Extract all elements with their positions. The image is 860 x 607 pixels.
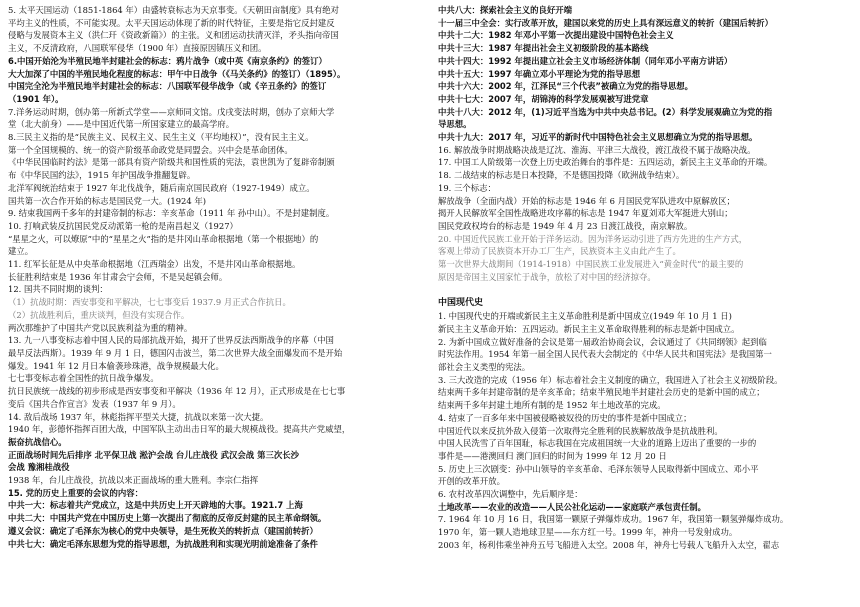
- right-text-line: 新民主主义革命开始：五四运动。新民主主义革命取得胜利的标志是新中国成立。: [438, 323, 740, 334]
- right-text-line: 开创的改革开放。: [438, 476, 505, 487]
- left-text-line: 大大加深了中国的半殖民地化程度的标志：甲午中日战争（《马关条约》的签订）（1895）。: [8, 68, 346, 79]
- right-text-line: 3. 三大改造的完成（1956 年）标志着社会主义制度的确立，我国进入了社会主义初级阶段。: [438, 374, 783, 385]
- right-text-line: 20. 中国近代民族工业开始于洋务运动。因为洋务运动引进了西方先进的生产方式，: [438, 233, 748, 244]
- left-text-line: 14. 敌后战场 1937 年，林彪指挥平型关大捷，抗战以来第一次大捷。: [8, 411, 269, 422]
- left-text-line: 两次那维护了中国共产党以民族利益为重的精神。: [8, 322, 193, 333]
- left-text-line: 正面战场时间先后排序 北平保卫战 淞沪会战 台儿庄战役 武汉会战 第三次长沙: [8, 449, 299, 460]
- right-text-line: 第一次世界大战期间（1914-1918）中国民族工业发展进入“黄金时代”的最主要的: [438, 259, 744, 270]
- left-text-line: 10. 打响武装反抗国民党反动派第一枪的是南昌起义（1927）: [8, 220, 238, 231]
- right-text-line: 中共十三大：1987 年提出社会主义初级阶段的基本路线: [438, 43, 649, 54]
- left-text-line: 布《中华民国约法》，1915 年护国战争推翻复辟。: [8, 170, 196, 181]
- right-column: [438, 4, 854, 552]
- right-text-line: 中共十八大：2012 年，(1)习近平当选为中共中央总书记。(2）科学发展观确立为党的指: [438, 106, 773, 117]
- left-text-line: 11. 红军长征是从中央革命根据地（江西瑞金）出发，不是井冈山革命根据地。: [8, 259, 301, 270]
- left-text-line: 9. 结束我国两千多年的封建帝制的标志：辛亥革命（1911 年 孙中山）。不是封建制度。: [8, 208, 335, 219]
- left-text-line: 13. 九一八事变标志着中国人民的局部抗战开始，揭开了世界反法西斯战争的序幕（中国: [8, 335, 334, 346]
- right-text-line: 1. 中国现代史的开端或新民主主义革命胜利是新中国成立(1949 年 10 月 1 日): [438, 311, 732, 322]
- left-text-line: 平均主义的性质，不可能实现。太平天国运动体现了新的时代特征，主要是指它反封建反: [8, 17, 335, 28]
- left-text-line: 《中华民国临时约法》是第一部具有资产阶级共和国性质的宪法，袁世凯为了复辟帝制颁: [8, 157, 335, 168]
- left-text-line: 主义，不反清政府，八国联军侵华（1900 年）直接原因镇压义和团。: [8, 43, 267, 54]
- left-text-line: 5. 太平天国运动（1851-1864 年）由盛转衰标志为天京事变。《天朝田亩制度》具有绝对: [8, 5, 339, 15]
- left-text-line: （2）抗战胜利后，重庆谈判，但没有实现合作。: [8, 309, 190, 320]
- right-text-line: 中国近代以来反抗外敌入侵第一次取得完全胜利的民族解放战争是抗战胜利。: [438, 425, 723, 436]
- right-text-line: 2. 为新中国成立做好准备的会议是第一届政治协商会议，会议通过了《共同纲领》起到临: [438, 336, 767, 347]
- right-text-line: 7. 1964 年 10 月 16 日，我国第一颗原子弹爆炸成功。1967 年，我国第一颗氢弹爆炸成功。: [438, 514, 789, 525]
- right-text-line: 土地改革——农业的改造——人民公社化运动——家庭联产承包责任制。: [438, 501, 706, 512]
- left-text-line: 中共一大：标志着共产党成立，这是中共历史上开天辟地的大事。1921.7 上海: [8, 500, 303, 511]
- right-text-line: 中共八大：探索社会主义的良好开端: [438, 5, 572, 15]
- left-text-line: 中共二大：中国共产党在中国历史上第一次提出了彻底的反帝反封建的民主革命纲领。: [8, 513, 327, 524]
- left-text-line: 1940 年，彭德怀指挥百团大战，中国军队主动出击日军的最大规模战役。提高共产党威望，: [8, 424, 351, 435]
- right-text-line: 中共十四大：1992 年提出建立社会主义市场经济体制（同年邓小平南方讲话）: [438, 55, 733, 66]
- right-text-line: 十一届三中全会：实行改革开放，建国以来党的历史上具有深远意义的转折（建国后转折）: [438, 17, 773, 28]
- right-text-line: 中共十六大：2002 年，江泽民“三个代表”被确立为党的指导思想。: [438, 81, 693, 92]
- right-text-line: 中共十二大：1982 年邓小平第一次提出建设中国特色社会主义: [438, 30, 674, 41]
- right-text-line: 时宪法作用。1954 年第一届全国人民代表大会制定的《中华人民共和国宪法》是我国第一: [438, 349, 772, 360]
- right-text-line: 5. 历史上三次剧变：孙中山领导的辛亥革命、毛泽东领导人民取得新中国成立、邓小平: [438, 463, 759, 474]
- left-text-line: 15. 党的历史上重要的会议的内容：: [8, 487, 144, 498]
- right-text-line: 结束两千多年封建土地所有制的是 1952 年土地改革的完成。: [438, 400, 666, 411]
- right-text-line: 中共十七大：2007 年，胡锦涛的科学发展观被写进党章: [438, 93, 649, 104]
- right-text-line: 19. 三个标志：: [438, 182, 496, 193]
- right-text-line: 16. 解放战争时期战略决战是辽沈、淮海、平津三大战役，渡江战役不属于战略决战。: [438, 144, 756, 155]
- right-text-line: 1970 年，第一颗人造地球卫星——东方红一号。1999 年，神舟一号发射成功。: [438, 527, 738, 538]
- right-text-line: 6. 农村改革四次调整中，先后顺序是：: [438, 489, 583, 500]
- right-text-line: 原因是帝国主义国家忙于战争，放松了对中国的经济掠夺。: [438, 271, 656, 282]
- left-column: [8, 4, 420, 550]
- right-text-line: 国民党政权垮台的标志是 1949 年 4 月 23 日渡江战役，南京解放。: [438, 220, 693, 231]
- right-text-line: 4. 结束了一百多年来中国被侵略被奴役的历史的事件是新中国成立；: [438, 412, 692, 423]
- left-text-line: 北洋军阀统治结束于 1927 年北伐战争，随后南京国民政府（1927-1949）成立。: [8, 182, 315, 193]
- left-text-line: 遵义会议：确定了毛泽东为核心的党中央领导，是生死攸关的转折点（建国前转折）: [8, 525, 318, 536]
- left-text-line: 堂（北大前身）——是中国近代第一所国家建立的最高学府。: [8, 119, 235, 130]
- right-text-line: 结束两千多年封建帝制的是辛亥革命；结束半殖民地半封建社会历史的是新中国的成立；: [438, 387, 765, 398]
- left-text-line: 七七事变标志着全国性的抗日战争爆发。: [8, 373, 159, 384]
- left-text-line: 1938 年，台儿庄战役，抗战以来正面战场的重大胜利。李宗仁指挥: [8, 475, 259, 486]
- left-text-line: 8.三民主义指的是“民族主义、民权主义、民生主义（平均地权）”，没有民主主义。: [8, 132, 314, 143]
- right-text-line: 解放战争（全面内战）开始的标志是 1946 年 6 月国民党军队进攻中原解放区；: [438, 195, 735, 206]
- right-text-line: 事件是——港澳回归 澳门回归的时间为 1999 年 12 月 20 日: [438, 450, 667, 461]
- right-text-line: 揭开人民解放军全国性战略进攻序幕的标志是 1947 年夏刘邓大军挺进大别山；: [438, 208, 733, 219]
- right-text-line: 17. 中国工人阶级第一次登上历史政治舞台的事件是：五四运动，新民主主义革命的开端。: [438, 157, 773, 168]
- left-text-line: 长征胜利结束是 1936 年甘肃会宁会师，不是吴起镇会师。: [8, 271, 228, 282]
- right-text-line: 客观上带动了民族资本开办工厂生产，民族资本主义由此产生了。: [438, 246, 681, 257]
- left-text-line: 最早反法西斯）。1939 年 9 月 1 日，德国闪击波兰，第二次世界大战全面爆发而不是开始: [8, 347, 343, 358]
- left-text-line: 第一个全国规模的、统一的资产阶级革命政党是同盟会。兴中会是革命团体。: [8, 144, 293, 155]
- right-text-line: 2003 年，杨利伟乘坐神舟五号飞船进入太空。2008 年，神舟七号载人飞船升入太空，翟志: [438, 539, 780, 550]
- left-text-line: “星星之火，可以燎原”中的“星星之火”指的是井冈山革命根据地（第一个根据地）的: [8, 233, 319, 244]
- left-text-line: （1）抗战时期：西安事变和平解决，七七事变后 1937.9 月正式合作抗日。: [8, 297, 291, 308]
- right-text-line: 中共十九大：2017 年，习近平的新时代中国特色社会主义思想确立为党的指导思想。: [438, 132, 758, 143]
- left-text-line: 振奋抗战信心。: [8, 436, 67, 447]
- left-text-line: 12. 国共不同时期的谈判：: [8, 284, 108, 295]
- left-text-line: 变后《国共合作宣言》发表（1937 年 9 月）。: [8, 398, 181, 409]
- left-text-line: 7.洋务运动时期，创办第一所新式学堂——京师同文馆。戊戌变法时期，创办了京师大学: [8, 106, 335, 117]
- left-text-line: 中国完全沦为半殖民地半封建社会的标志：八国联军侵华战争（或《辛丑条约》的签订: [8, 81, 327, 92]
- left-text-line: 国共第一次合作开始的标志是国民党一大。(1924 年): [8, 195, 207, 206]
- right-text-line: [438, 283, 854, 297]
- right-text-line: 18. 二战结束的标志是日本投降，不是德国投降（欧洲战争结束）。: [438, 170, 685, 181]
- left-text-line: 爆发。1941 年 12 月日本偷袭珍珠港，战争规模最大化。: [8, 360, 224, 371]
- left-text-line: 建立。: [8, 246, 34, 257]
- right-text-line: 中国现代史: [438, 298, 484, 309]
- right-text-line: 部社会主义类型的宪法。: [438, 361, 531, 372]
- right-text-line: 中共十五大：1997 年确立邓小平理论为党的指导思想: [438, 68, 641, 79]
- left-text-line: 会战 豫湘桂战役: [8, 462, 70, 473]
- left-text-line: 侵略与发展资本主义（洪仁玕《资政新篇》）的主张。义和团运动扶清灭洋，矛头指向帝国: [8, 30, 339, 41]
- right-text-line: 中国人民洗雪了百年国耻，标志我国在完成祖国统一大业的道路上迈出了重要的一步的: [438, 438, 757, 449]
- left-text-line: （1901 年）。: [8, 93, 64, 104]
- left-text-line: 6.中国开始沦为半殖民地半封建社会的标志：鸦片战争（或中英《南京条约》的签订）: [8, 55, 327, 66]
- left-text-line: 中共七大：确定毛泽东思想为党的指导思想，为抗战胜利和实现光明前途准备了条件: [8, 538, 318, 549]
- left-text-line: 抗日民族统一战线的初步形成是西安事变和平解决（1936 年 12 月），正式形成是在七七事: [8, 386, 346, 397]
- right-text-line: 导思想。: [438, 119, 472, 130]
